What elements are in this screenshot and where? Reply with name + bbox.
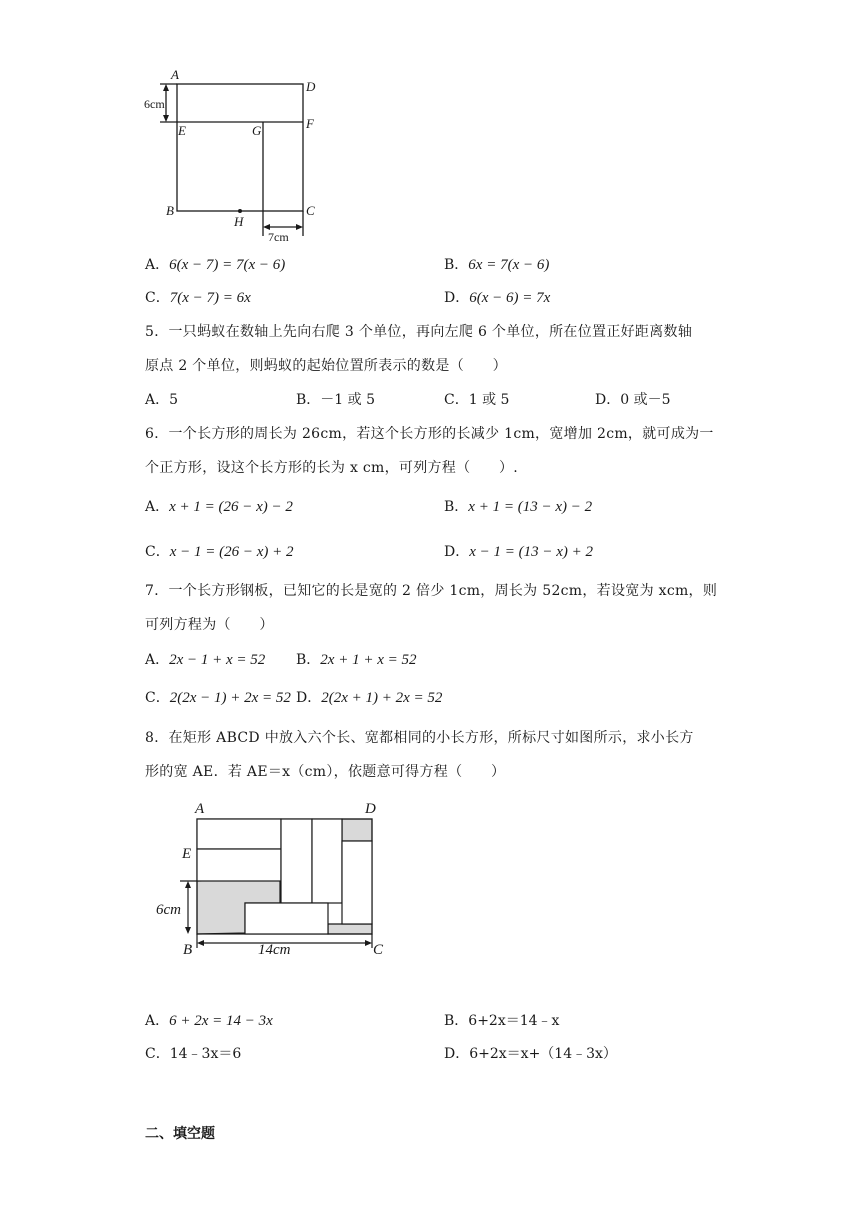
- fig1-outer-rect: [177, 84, 303, 211]
- option-key: A．: [145, 652, 170, 668]
- q7-option-b[interactable]: [296, 649, 416, 669]
- option-expr: 7(x − 7) = 6x: [169, 290, 251, 306]
- option-text: 0 或－5: [620, 392, 671, 408]
- fig2-small-rect-1: [197, 819, 281, 849]
- option-expr: 2(2x + 1) + 2x = 52: [321, 690, 443, 706]
- option-key: A．: [145, 392, 170, 408]
- fig1-dim-6cm: 6cm: [144, 97, 165, 111]
- option-text: －1 或 5: [320, 392, 376, 408]
- q7-text-line1: 7．一个长方形钢板，已知它的长是宽的 2 倍少 1cm，周长为 52cm，若设宽为 xcm，则: [145, 583, 718, 599]
- option-key: A．: [145, 499, 170, 515]
- fig2-small-rect-3: [281, 819, 312, 903]
- option-key: C．: [145, 690, 170, 706]
- option-expr: 6(x − 7) = 7(x − 6): [169, 257, 286, 273]
- fig2-arrow-up: [185, 881, 191, 888]
- option-key: B．: [296, 392, 321, 408]
- q8-option-b[interactable]: [444, 1010, 559, 1030]
- option-key: B．: [444, 1013, 469, 1029]
- fig1-label-h: H: [234, 214, 244, 229]
- fig2-dim-6cm: 6cm: [156, 902, 181, 918]
- fig2-arrow-left: [197, 940, 204, 946]
- option-expr: x − 1 = (26 − x) + 2: [169, 544, 294, 560]
- fig1-label-e: E: [178, 123, 186, 138]
- option-key: A．: [145, 1013, 170, 1029]
- q7-option-d[interactable]: [296, 687, 442, 707]
- fig1-label-f: F: [306, 116, 314, 131]
- option-expr: 2(2x − 1) + 2x = 52: [169, 690, 291, 706]
- fig2-arrow-right: [365, 940, 372, 946]
- fig1-arrow-right: [296, 224, 303, 230]
- q6-option-b[interactable]: [444, 496, 592, 516]
- q8-option-c[interactable]: [145, 1043, 241, 1063]
- q6-option-a[interactable]: [145, 496, 293, 516]
- option-text: 5: [169, 392, 179, 408]
- fig2-small-rect-2: [197, 849, 281, 881]
- q4-option-c[interactable]: [145, 287, 251, 307]
- option-key: C．: [145, 544, 170, 560]
- option-expr: 2x + 1 + x = 52: [320, 652, 417, 668]
- fig1-label-c: C: [306, 203, 315, 218]
- option-key: C．: [145, 290, 170, 306]
- option-key: C．: [444, 392, 469, 408]
- q7-text-line2: 可列方程为（ ）: [145, 617, 274, 633]
- figure-rectangle-abcd-2: [150, 796, 400, 966]
- q5-option-c[interactable]: [444, 389, 509, 409]
- q4-option-d[interactable]: [444, 287, 550, 307]
- q8-option-d[interactable]: [444, 1043, 617, 1063]
- q7-option-a[interactable]: [145, 649, 265, 669]
- option-expr: 6+2x＝x+（14﹣3x）: [469, 1046, 617, 1062]
- option-key: C．: [145, 1046, 170, 1062]
- q8-text-line1: 8．在矩形 ABCD 中放入六个长、宽都相同的小长方形，所标尺寸如图所示，求小长方: [145, 730, 694, 746]
- fig1-label-b: B: [166, 203, 174, 218]
- fig2-label-a: A: [195, 801, 205, 817]
- option-expr: 14﹣3x＝6: [169, 1046, 242, 1062]
- fig1-label-a: A: [171, 67, 179, 82]
- fig2-label-e: E: [182, 846, 192, 862]
- fig1-label-d: D: [306, 79, 316, 94]
- option-key: D．: [595, 392, 621, 408]
- fig2-small-rect-4: [312, 819, 342, 903]
- fig1-point-h: [238, 209, 242, 213]
- option-key: D．: [296, 690, 322, 706]
- section-heading-fill-blank: 二、填空题: [145, 1126, 215, 1142]
- option-key: D．: [444, 544, 470, 560]
- q8-text-line2: 形的宽 AE．若 AE＝x（cm），依题意可得方程（ ）: [145, 764, 506, 780]
- fig2-label-b: B: [183, 942, 193, 958]
- option-key: B．: [444, 499, 469, 515]
- option-expr: x + 1 = (13 − x) − 2: [468, 499, 593, 515]
- q8-option-a[interactable]: [145, 1010, 273, 1030]
- fig2-dim-14cm: 14cm: [258, 942, 291, 958]
- option-text: 1 或 5: [468, 392, 510, 408]
- option-expr: 6(x − 6) = 7x: [469, 290, 551, 306]
- fig2-label-c: C: [373, 942, 384, 958]
- q7-option-c[interactable]: [145, 687, 291, 707]
- q5-text-line1: 5．一只蚂蚁在数轴上先向右爬 3 个单位，再向左爬 6 个单位，所在位置正好距离数轴: [145, 324, 693, 340]
- fig2-arrow-down: [185, 927, 191, 934]
- fig1-dim-7cm: 7cm: [268, 230, 289, 244]
- q6-text-line1: 6．一个长方形的周长为 26cm，若这个长方形的长减少 1cm，宽增加 2cm，就可成为一: [145, 426, 714, 442]
- option-expr: x + 1 = (26 − x) − 2: [169, 499, 293, 515]
- fig2-small-rect-5: [342, 841, 372, 924]
- fig2-shade-top-right: [342, 819, 372, 841]
- q6-option-c[interactable]: [145, 541, 294, 561]
- figure-rectangle-abcd-1: [140, 64, 340, 246]
- fig1-arrow-up: [163, 84, 169, 91]
- option-key: B．: [444, 257, 469, 273]
- q4-option-a[interactable]: [145, 254, 285, 274]
- option-key: A．: [145, 257, 170, 273]
- q6-text-line2: 个正方形，设这个长方形的长为 x cm，可列方程（ ）.: [145, 460, 519, 476]
- option-expr: 2x − 1 + x = 52: [169, 652, 266, 668]
- option-expr: 6x = 7(x − 6): [468, 257, 550, 273]
- option-expr: 6 + 2x = 14 − 3x: [169, 1013, 273, 1029]
- fig2-shade-bottom-right: [328, 924, 372, 934]
- q5-option-b[interactable]: [296, 389, 375, 409]
- q5-text-line2: 原点 2 个单位，则蚂蚁的起始位置所表示的数是（ ）: [145, 358, 507, 374]
- q4-option-b[interactable]: [444, 254, 549, 274]
- option-expr: 6+2x＝14﹣x: [468, 1013, 560, 1029]
- q6-option-d[interactable]: [444, 541, 593, 561]
- option-key: D．: [444, 290, 470, 306]
- option-key: B．: [296, 652, 321, 668]
- fig1-arrow-down: [163, 115, 169, 122]
- q5-option-a[interactable]: [145, 389, 178, 409]
- fig2-small-rect-6: [245, 903, 328, 934]
- fig1-label-g: G: [252, 123, 262, 138]
- q5-option-d[interactable]: [595, 389, 671, 409]
- option-expr: x − 1 = (13 − x) + 2: [469, 544, 594, 560]
- option-key: D．: [444, 1046, 470, 1062]
- fig2-label-d: D: [365, 801, 376, 817]
